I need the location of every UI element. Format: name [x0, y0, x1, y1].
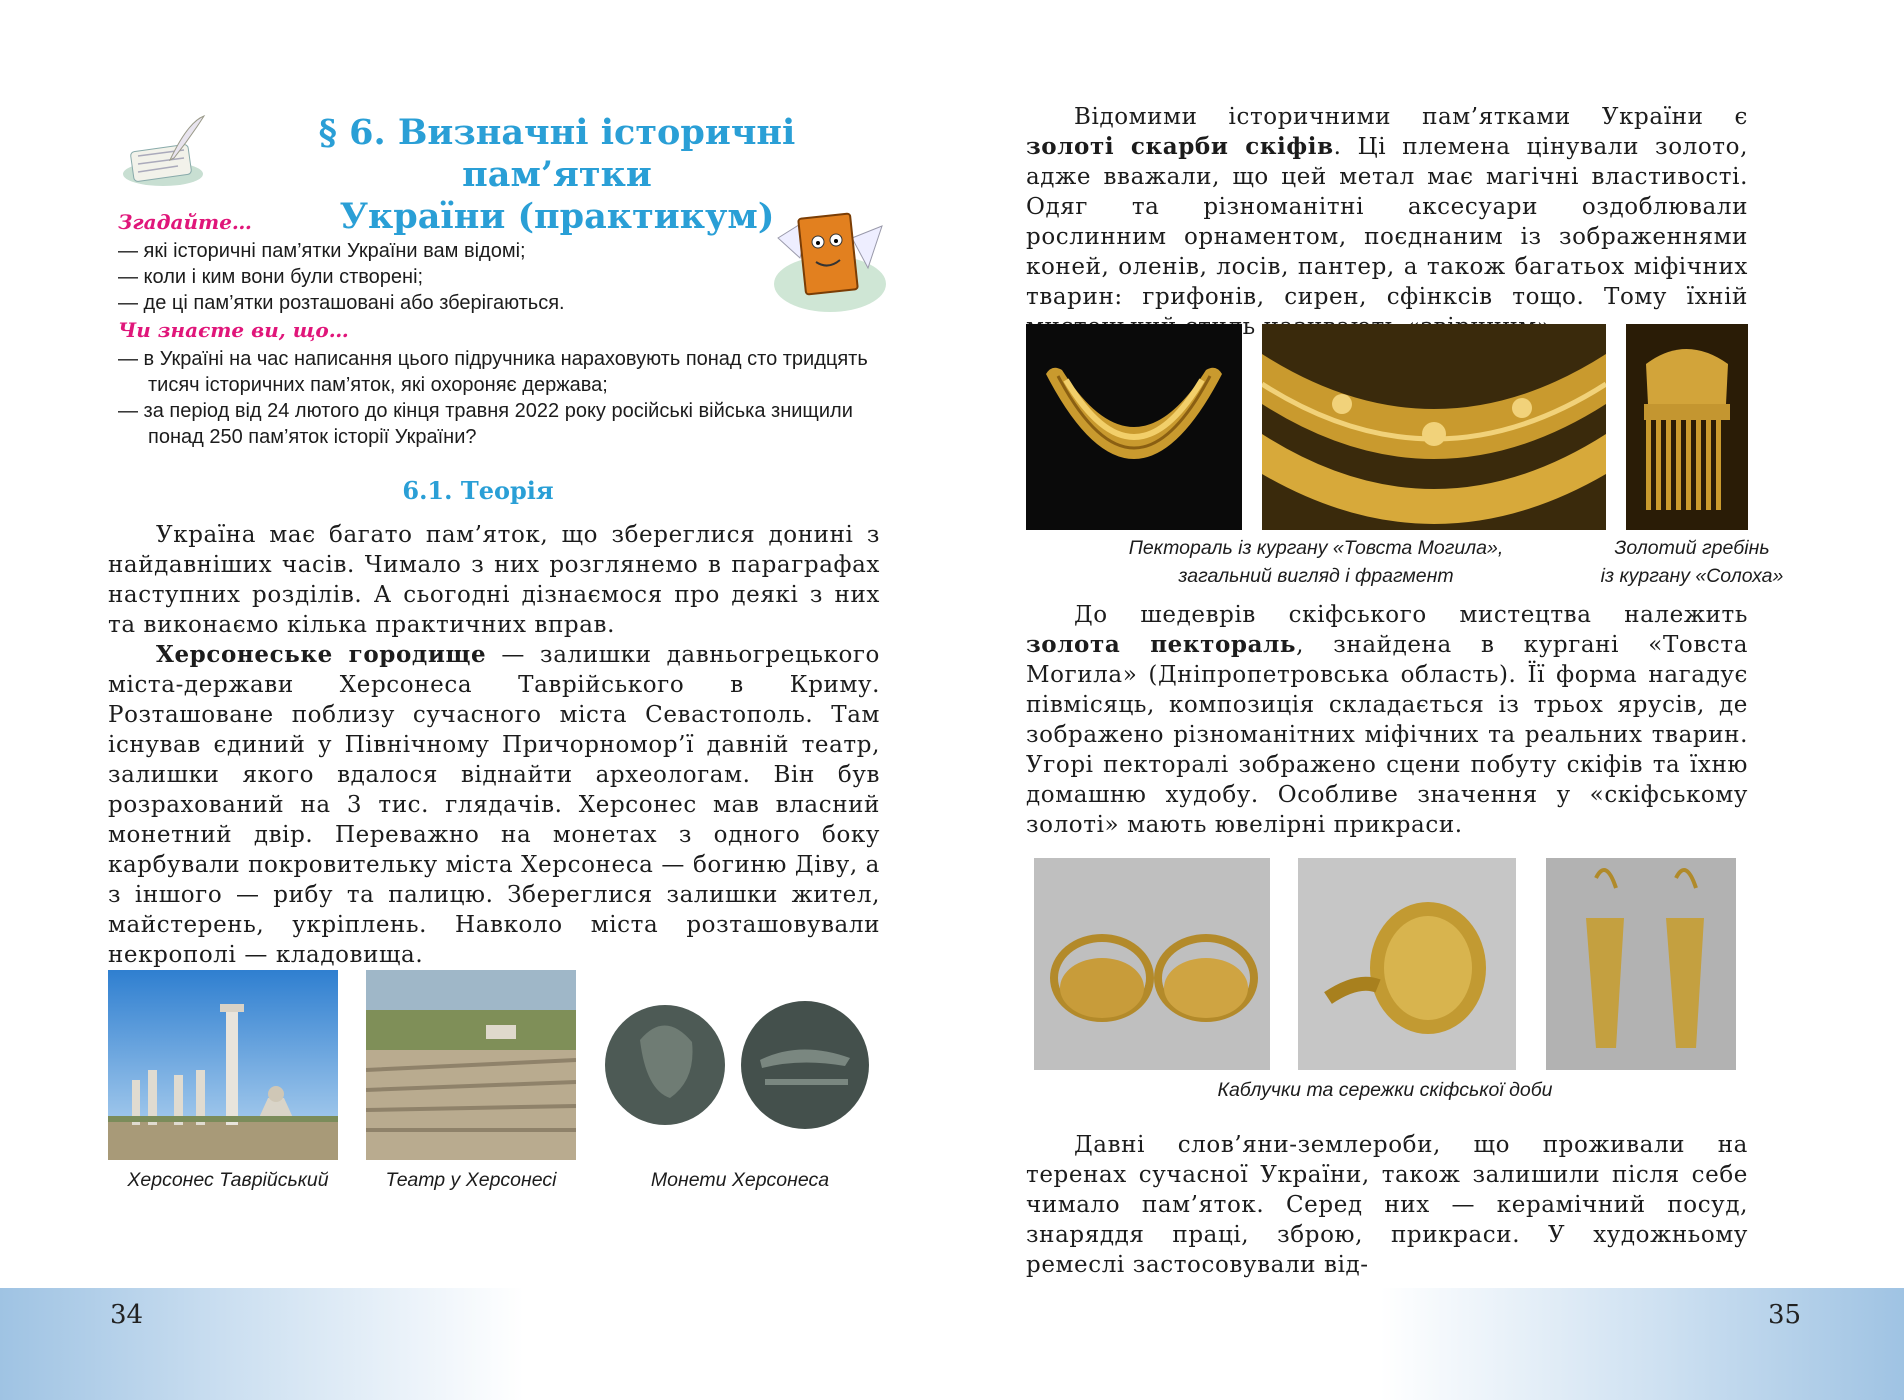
paragraph-text: Відомими історичними пам’ятками України є [1074, 104, 1748, 130]
caption-line: із кургану «Солоха» [1600, 565, 1784, 587]
page-number: 35 [1768, 1300, 1802, 1330]
list-item: — в Україні на час написання цього підручника нараховують понад сто тридцять тисяч історичних пам’яток, які охороняє держава; [118, 348, 868, 396]
caption-line: Золотий гребінь [1614, 537, 1770, 559]
list-item: — коли і ким вони були створені; [118, 266, 424, 288]
caption-line: загальний вигляд і фрагмент [1178, 565, 1454, 587]
intro-paragraph [1026, 102, 1748, 342]
coins-caption: Монети Херсонеса [650, 1169, 830, 1191]
list-item: — за період від 24 лютого до кінця травня 2022 року російські війська знищили понад 250 пам’яток історії України? [118, 400, 853, 448]
coins-photo [600, 970, 880, 1160]
paragraph-text: До шедеврів скіфського мистецтва належить [1074, 602, 1748, 628]
theatre-photo [366, 970, 576, 1160]
subsection-title: 6.1. Теорія [402, 476, 554, 505]
section-title: § 6. Визначні історичні пам’ятки України (практикум) [318, 112, 796, 237]
bold-term: золоті скарби скіфів [1026, 133, 1334, 160]
bold-term: Херсонеське городище [156, 641, 487, 668]
recall-heading: Згадайте… [118, 210, 252, 234]
golden-comb-photo [1626, 324, 1748, 530]
page-number: 34 [110, 1300, 144, 1330]
left-body-text [108, 520, 880, 970]
did-you-know-list [118, 346, 878, 450]
comb-caption [1592, 534, 1792, 590]
pectoral-fragment-photo [1262, 324, 1606, 530]
list-item: — які історичні пам’ятки України вам відомі; [118, 240, 526, 262]
recall-list [118, 238, 878, 316]
paragraph [1026, 600, 1748, 840]
paragraph [1026, 102, 1748, 342]
slavs-paragraph [1026, 1130, 1748, 1280]
pectoral-photo [1026, 324, 1242, 530]
pectoral-paragraph [1026, 600, 1748, 840]
pectoral-caption [1026, 534, 1606, 590]
paragraph: Давні слов’яни-землероби, що проживали на теренах сучасної України, також залишили після себе чимало пам’яток. Серед них — керамічний посуд, знаряддя праці, зброю, прикраси. У художньому ремеслі застосовували від- [1026, 1132, 1748, 1278]
paragraph-text: . Ці племена цінували золото, адже вважали, що цей метал має магічні властивості. Одяг та різноманітні аксесуари оздоблювали рослинним орнаментом, поєднаним із зображеннями коней, оленів, лосів, пантер, а також багатьох міфічних тварин: грифонів, сирен, сфінксів тощо. Тому їхній [1026, 134, 1748, 310]
chersonesus-photo [108, 970, 338, 1160]
paragraph [108, 640, 880, 970]
paragraph-text: — залишки давньогрецького міста-держави Херсонеса Таврійського в Криму. Розташоване поблизу сучасного міста Севастополь. Там існував єдиний у Північному Причорномор’ї давній театр, залишки якого вдалося віднайти археологам. Він був розрахований на 3 тис. глядачів. Херсонес мав власний монетний двір. Переважно на монетах з одного боку карбували покровительку міста Херсонеса — богиню Діву, а з іншого — рибу та палицю. Збереглися залишки жител, майстерень, укріплень. Навколо міста розташовували некрополі — кладовища. [108, 642, 880, 968]
paragraph: Україна має багато пам’яток, що збереглися донині з найдавніших часів. Чимало з них розглянемо в параграфах наступних розділів. А сьогодні дізнаємося про деякі з них та виконаємо кілька практичних вправ. [108, 522, 880, 638]
rings-photo [1034, 858, 1270, 1070]
right-page [952, 0, 1904, 1400]
page-footer [952, 1288, 1904, 1400]
caption-line: Пектораль із кургану «Товста Могила», [1128, 537, 1504, 559]
did-you-know-heading: Чи знаєте ви, що… [118, 318, 349, 342]
theatre-caption: Театр у Херсонесі [385, 1169, 557, 1191]
paragraph-text: , знайдена в кургані «Товста Могила» (Дніпропетровська область). Її форма нагадує півмісяць, композиція складається із трьох ярусів, де зображено різноманітних міфічних та реальних тварин. Угорі пекторалі зображено сцени побуту скіфів та їхню домашню худобу. Особливе значення у «скіфському золоті» мають ювелірні прикраси. [1026, 632, 1749, 838]
list-item: — де ці пам’ятки розташовані або зберігаються. [118, 292, 565, 314]
signet-ring-photo [1298, 858, 1516, 1070]
bold-term: золота пектораль [1026, 631, 1297, 658]
quill-paper-icon [118, 112, 208, 192]
jewelry-caption: Каблучки та сережки скіфської доби [1217, 1079, 1553, 1101]
chersonesus-caption: Херсонес Таврійський [127, 1169, 329, 1191]
earrings-photo [1546, 858, 1736, 1070]
